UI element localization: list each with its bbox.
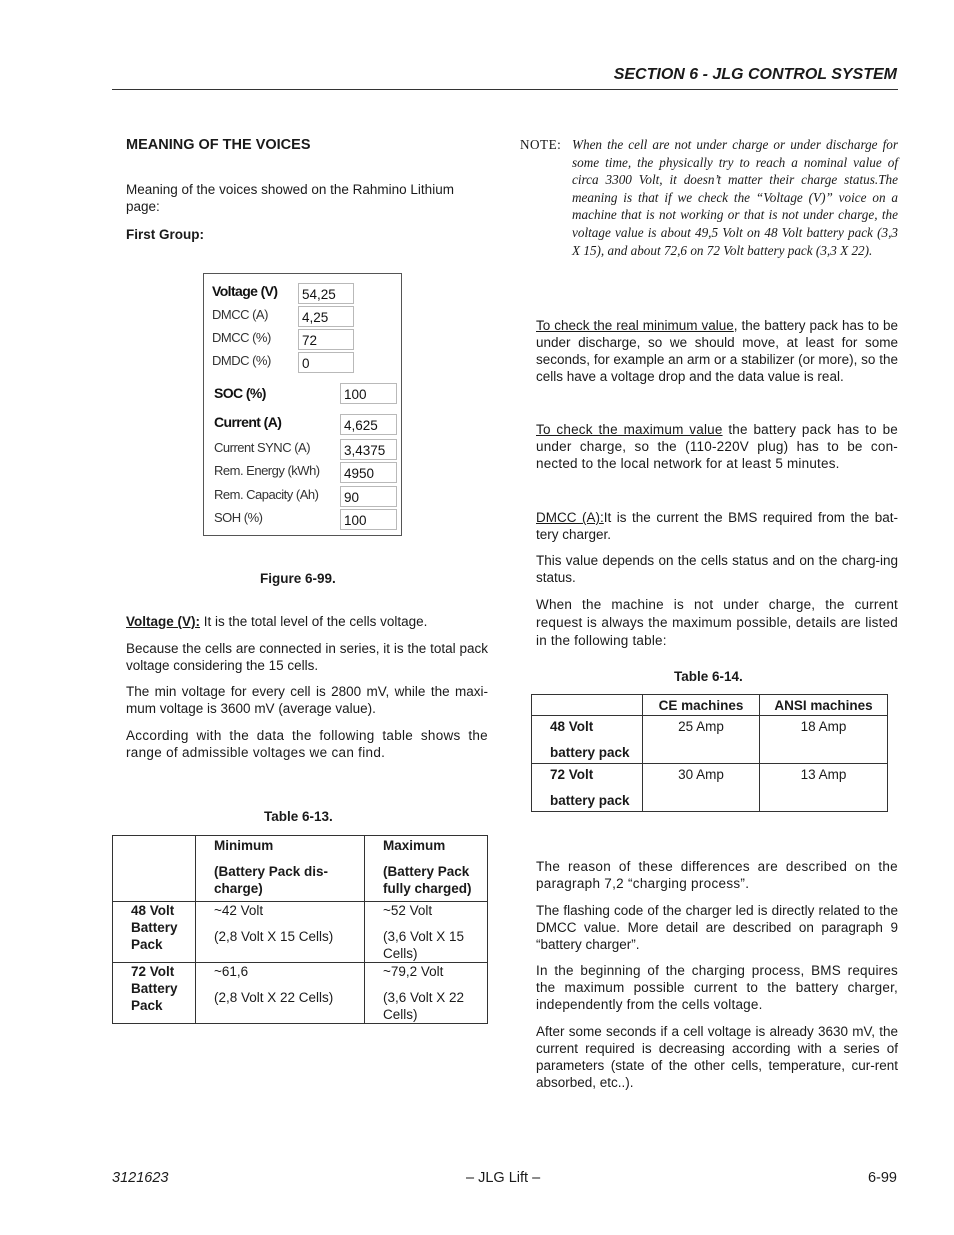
table13-caption: Table 6-13. [264, 809, 333, 824]
voltage-term: Voltage (V): [126, 614, 200, 629]
fig-value-voltage: 54,25 [298, 283, 354, 304]
table14-cell-ce: 25 Amp [643, 716, 760, 764]
fig-value-rem-capacity: 90 [340, 486, 397, 507]
table13-min-calc: (2,8 Volt X 22 Cells) [214, 990, 334, 1005]
table13-head-max-sub: (Battery Pack fully charged) [383, 864, 472, 896]
fig-value-dmcc-a: 4,25 [298, 306, 354, 327]
intro-paragraph: Meaning of the voices showed on the Rahmino Lithium page: [126, 182, 454, 214]
fig-value-dmcc-pct: 72 [298, 329, 354, 350]
table14-cell-ce: 30 Amp [643, 764, 760, 812]
range-paragraph: According with the data the following table shows the range of admissible voltages we can find. [126, 728, 488, 760]
fig-label-dmcc-pct: DMCC (%) [212, 330, 271, 345]
table13-head-min-sub: (Battery Pack dis-charge) [214, 864, 329, 896]
fig-label-current: Current (A) [214, 414, 282, 430]
header-rule [112, 89, 898, 90]
table13-cell-max [365, 902, 488, 963]
table13-head-min [196, 836, 365, 902]
note-block [520, 136, 898, 259]
table13-cell-min [196, 902, 365, 963]
fig-label-dmdc-pct: DMDC (%) [212, 353, 271, 368]
table13-max-calc: (3,6 Volt X 15 Cells) [383, 929, 465, 961]
table-6-14 [531, 694, 888, 812]
table13-row-label: 48 Volt Battery Pack [113, 902, 196, 963]
table14-head-ce: CE machines [643, 695, 760, 716]
table14-row-label-line2: battery pack [550, 745, 630, 760]
table14-head-ansi: ANSI machines [760, 695, 888, 716]
fig-label-soh: SOH (%) [214, 510, 263, 525]
fig-value-current-sync: 3,4375 [340, 439, 397, 460]
series-paragraph: Because the cells are connected in series, it is the total pack voltage considering the 15 cells. [126, 641, 488, 673]
table-row [113, 902, 488, 963]
max-value-text: the battery pack has to be under charge, so the (110-220V plug) has to be con-nected to the local network for at least 5 minutes. [536, 422, 898, 471]
table14-cell-ansi: 18 Amp [760, 716, 888, 764]
first-group-label: First Group: [126, 227, 204, 242]
fig-value-soc: 100 [340, 383, 397, 404]
fig-value-soh: 100 [340, 509, 397, 530]
table14-row-label [532, 716, 643, 764]
table13-min-calc: (2,8 Volt X 15 Cells) [214, 929, 334, 944]
fig-label-rem-capacity: Rem. Capacity (Ah) [214, 487, 319, 502]
fig-label-dmcc-a: DMCC (A) [212, 307, 268, 322]
when-paragraph: When the machine is not under charge, the current request is always the maximum possible, details are listed in the following table: [536, 597, 898, 648]
table13-max-value: ~52 Volt [383, 903, 433, 918]
table-row [532, 716, 888, 764]
table13-cell-max [365, 963, 488, 1024]
table-row [532, 764, 888, 812]
table13-min-value: ~61,6 [214, 964, 249, 979]
dmcc-text: It is the current the BMS required from the bat-tery charger. [536, 510, 898, 542]
fig-value-dmdc-pct: 0 [298, 352, 354, 373]
table-row [113, 963, 488, 1024]
max-value-link: To check the maximum value [536, 422, 723, 437]
fig-label-soc: SOC (%) [214, 385, 266, 401]
dmcc-paragraph [536, 509, 898, 543]
depends-paragraph: This value depends on the cells status and on the charg-ing status. [536, 553, 898, 585]
fig-label-voltage: Voltage (V) [212, 283, 278, 299]
voltage-paragraph [126, 613, 490, 630]
reason-paragraph: The reason of these differences are described on the paragraph 7,2 “charging process”. [536, 859, 898, 891]
dmcc-term: DMCC (A): [536, 510, 604, 525]
table14-row-label-line2: battery pack [550, 793, 630, 808]
section-heading: MEANING OF THE VOICES [126, 137, 311, 153]
table13-corner [113, 836, 196, 902]
min-value-paragraph [536, 317, 898, 385]
table13-cell-min [196, 963, 365, 1024]
min-value-link: To check the real minimum value [536, 318, 734, 333]
table14-corner [532, 695, 643, 716]
note-tag: NOTE: [520, 137, 562, 152]
beginning-paragraph: In the beginning of the charging process, BMS requires the maximum possible current to the battery charger, independently from the cells voltage. [536, 963, 898, 1012]
table13-min-value: ~42 Volt [214, 903, 264, 918]
table13-head-max-label: Maximum [383, 838, 446, 853]
flashing-paragraph: The flashing code of the charger led is directly related to the DMCC value. More detail are described on paragraph 9 “battery charger”. [536, 903, 898, 952]
fig-label-rem-energy: Rem. Energy (kWh) [214, 463, 320, 478]
section-header: SECTION 6 - JLG CONTROL SYSTEM [613, 66, 897, 83]
table14-row-label [532, 764, 643, 812]
max-value-paragraph [536, 421, 898, 472]
table14-cell-ansi: 13 Amp [760, 764, 888, 812]
after-paragraph: After some seconds if a cell voltage is already 3630 mV, the current required is decreasing according with a series of parameters (state of the other cells, temperature, cur-rent absorbed, etc..). [536, 1024, 898, 1090]
table14-row-label-line1: 72 Volt [550, 767, 594, 782]
footer-page-number: 6-99 [867, 1170, 897, 1186]
figure-caption: Figure 6-99. [260, 571, 336, 586]
min-max-paragraph: The min voltage for every cell is 2800 mV, while the maxi-mum voltage is 3600 mV (average value). [126, 684, 488, 716]
footer-publisher: – JLG Lift – [466, 1170, 541, 1186]
table13-head-min-label: Minimum [214, 838, 274, 853]
table-6-13 [112, 835, 488, 1024]
footer-doc-number: 3121623 [112, 1170, 169, 1186]
voltage-definition: It is the total level of the cells voltage. [200, 614, 428, 629]
fig-value-current: 4,625 [340, 414, 397, 435]
table13-max-value: ~79,2 Volt [383, 964, 444, 979]
table13-row-label: 72 Volt Battery Pack [113, 963, 196, 1024]
table13-head-max [365, 836, 488, 902]
min-value-text: , the battery pack has to be under discharge, so we should move, at least for some seconds, for example an arm or a stabilizer (or more), so the cells have a voltage drop and the data value is real. [536, 318, 898, 384]
table13-max-calc: (3,6 Volt X 22 Cells) [383, 990, 465, 1022]
figure-screenshot [203, 273, 402, 536]
table14-row-label-line1: 48 Volt [550, 719, 594, 734]
table14-caption: Table 6-14. [674, 669, 743, 684]
fig-value-rem-energy: 4950 [340, 462, 397, 483]
fig-label-current-sync: Current SYNC (A) [214, 440, 311, 455]
note-text: When the cell are not under charge or under discharge for some time, the physically try to reach a nominal value of circa 3300 Volt, it doesn’t matter their charge status.The meaning is that if we check the “Voltage (V)” voice on a machine that is not working or that is not under charge, the voltage value is about 49,5 Volt on 48 Volt battery pack (3,3 X 15), and about 72,6 on 72 Volt battery pack (3,3 X 22). [572, 137, 898, 258]
